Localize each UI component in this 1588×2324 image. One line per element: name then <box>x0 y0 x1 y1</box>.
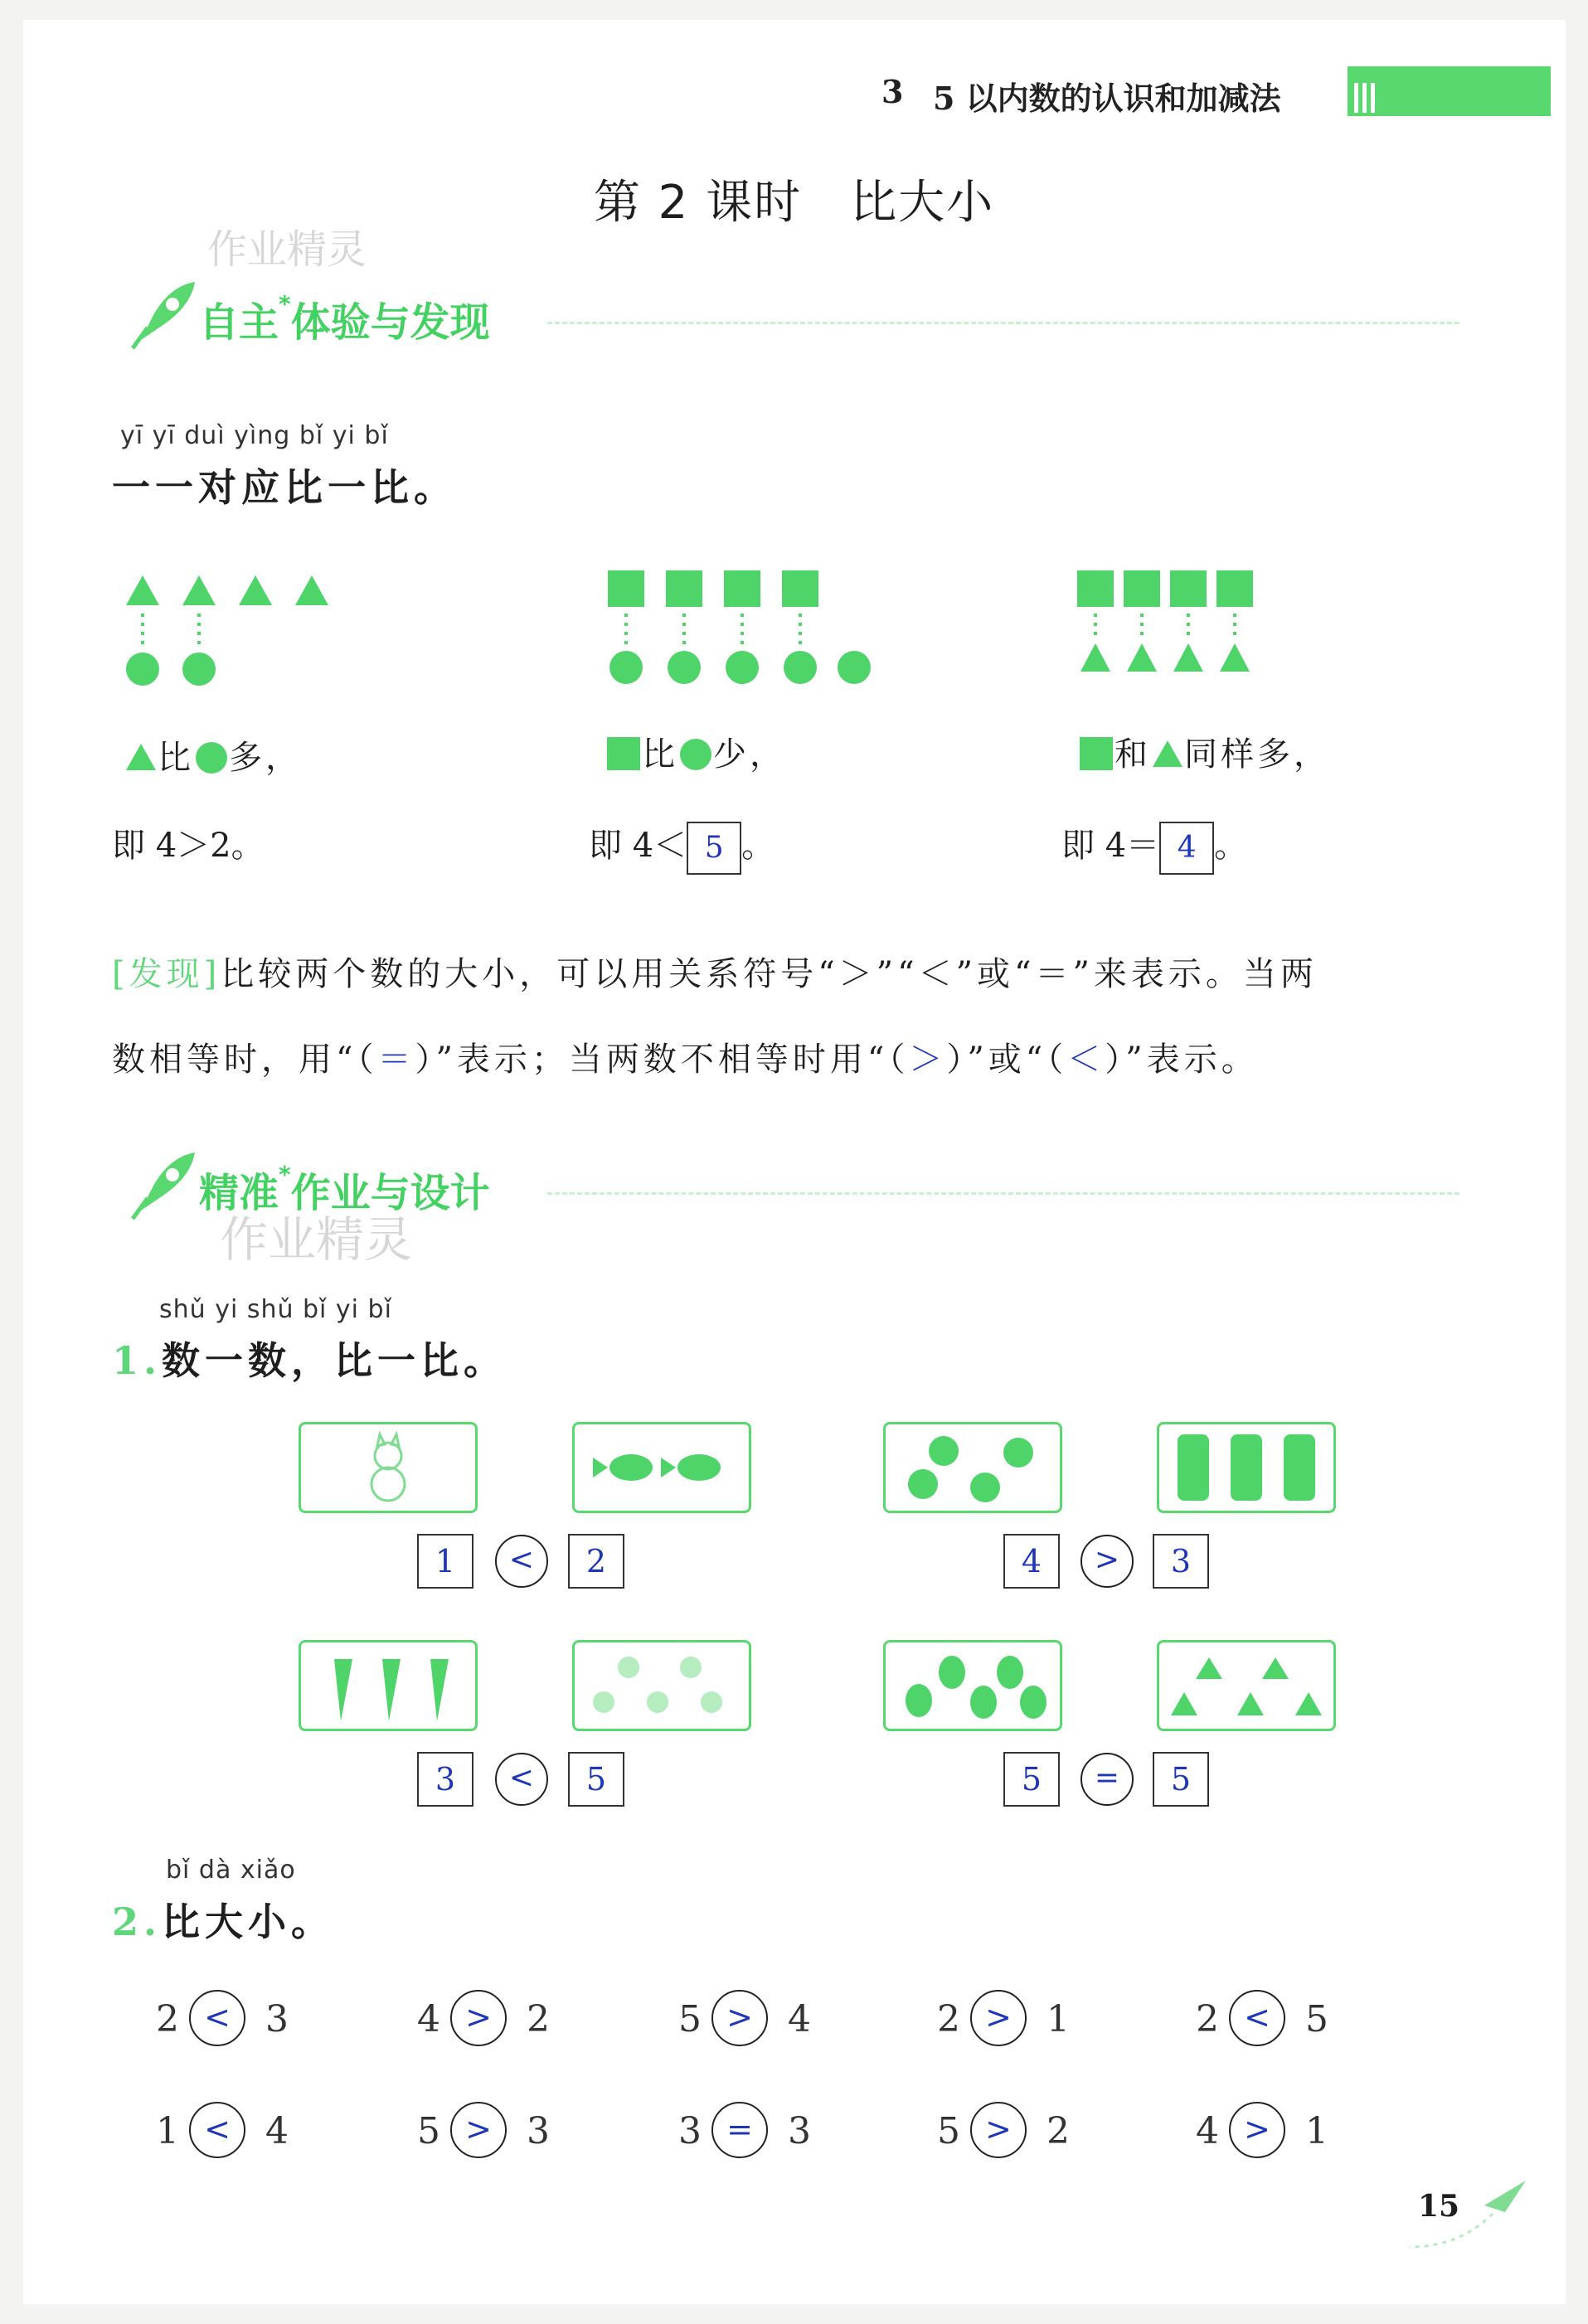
compare-item: 2 < 3 <box>156 1990 297 2048</box>
compare-item: 3 = 3 <box>678 2102 819 2160</box>
watermelon-icon <box>1159 1642 1333 1729</box>
compare-circle[interactable]: < <box>495 1535 548 1588</box>
compare-circle[interactable]: < <box>1229 1990 1285 2046</box>
compare-circle[interactable]: = <box>1081 1753 1134 1806</box>
carrot-icon <box>301 1642 475 1729</box>
triangle-shape <box>126 575 159 605</box>
picture-card-fish <box>572 1422 751 1513</box>
circle-shape <box>609 651 643 684</box>
compare-circle[interactable]: < <box>189 2102 245 2158</box>
square-shape <box>782 570 818 607</box>
compare-item: 1 < 4 <box>156 2102 297 2160</box>
compare-circle[interactable]: < <box>189 1990 245 2046</box>
triangle-shape <box>182 575 216 605</box>
section-heading-1: 自主*体验与发现 <box>199 290 490 347</box>
compare-circle[interactable]: > <box>450 1990 507 2046</box>
compare-circle[interactable]: > <box>970 1990 1027 2046</box>
squares-vs-circles <box>601 564 883 688</box>
compare-item: 5 > 2 <box>937 2102 1078 2160</box>
picture-card-carrots <box>299 1640 478 1731</box>
count-box[interactable]: 5 <box>1003 1752 1060 1807</box>
circle-shape <box>726 651 759 684</box>
picture-card-cans <box>1157 1422 1336 1513</box>
cat-icon <box>301 1424 475 1511</box>
compare-circle[interactable]: < <box>495 1753 548 1806</box>
compare-item: 4 > 1 <box>1196 2102 1337 2160</box>
paper-plane-icon <box>1410 2172 1534 2255</box>
fish-icon <box>575 1424 749 1511</box>
square-shape <box>608 570 644 607</box>
picture-card-cabbages <box>572 1640 751 1731</box>
lesson-title: 第 2 课时 比大小 <box>593 176 995 230</box>
square-shape <box>1216 570 1253 607</box>
q2-title: 2.比大小。 <box>112 1899 335 1944</box>
compare-circle[interactable]: > <box>1229 2102 1285 2158</box>
page-number: 15 <box>1418 2189 1460 2224</box>
section-heading-2: 精准*作业与设计 <box>199 1161 490 1218</box>
caption-1: 比 多， <box>124 731 302 779</box>
square-shape <box>1077 570 1114 607</box>
square-shape <box>1124 570 1160 607</box>
equation-2: 即 4＜ 5 。 <box>589 819 775 875</box>
compare-circle[interactable]: > <box>711 1990 768 2046</box>
compare-item: 2 < 5 <box>1196 1990 1337 2048</box>
answer-greater[interactable]: ＞ <box>909 1041 947 1079</box>
triangle-shape <box>1081 643 1110 672</box>
discovery-line-1: [发现]比较两个数的大小，可以用关系符号“＞”“＜”或“＝”来表示。当两 <box>112 955 1318 993</box>
triangles-vs-circles <box>116 572 348 696</box>
count-box[interactable]: 5 <box>1153 1752 1209 1807</box>
count-box[interactable]: 1 <box>417 1534 473 1589</box>
circle-shape <box>126 653 159 686</box>
picture-card-apples <box>883 1422 1062 1513</box>
circle-shape <box>784 651 817 684</box>
circle-shape <box>182 653 216 686</box>
triangle-shape <box>295 575 328 605</box>
q1-title: 1.数一数，比一比。 <box>112 1338 507 1383</box>
watermark: 作业精灵 <box>207 226 367 273</box>
compare-circle[interactable]: > <box>970 2102 1027 2158</box>
chapter-number: 3 <box>881 73 904 110</box>
square-shape <box>666 570 702 607</box>
triangle-shape <box>1220 643 1250 672</box>
picture-card-strawberries <box>883 1640 1062 1731</box>
discovery-tag: [发现] <box>112 955 221 993</box>
discovery-line-2: 数相等时，用“（＝）”表示；当两数不相等时用“（＞）”或“（＜）”表示。 <box>112 1041 1259 1079</box>
rocket-icon <box>124 1148 199 1223</box>
square-shape <box>1170 570 1207 607</box>
picture-card-cat <box>299 1422 478 1513</box>
squares-vs-triangles <box>1074 564 1281 688</box>
watermark: 作业精灵 <box>220 1211 413 1268</box>
compare-item: 2 > 1 <box>937 1990 1078 2048</box>
compare-item: 4 > 2 <box>417 1990 558 2048</box>
equation-1: 即 4＞2。 <box>112 827 265 865</box>
count-box[interactable]: 3 <box>1153 1534 1209 1589</box>
q2-pinyin: bǐ dà xiǎo <box>166 1856 296 1885</box>
compare-item: 5 > 4 <box>678 1990 819 2048</box>
circle-shape <box>668 651 701 684</box>
count-box[interactable]: 2 <box>568 1534 624 1589</box>
cabbage-icon <box>575 1642 749 1729</box>
apple-icon <box>886 1424 1060 1511</box>
intro-pinyin: yī yī duì yìng bǐ yi bǐ <box>120 421 389 450</box>
compare-item: 5 > 3 <box>417 2102 558 2160</box>
header-accent-bar <box>1348 66 1551 116</box>
q1-pinyin: shǔ yi shǔ bǐ yi bǐ <box>159 1295 392 1324</box>
answer-box[interactable]: 4 <box>1159 822 1214 875</box>
compare-circle[interactable]: = <box>711 2102 768 2158</box>
caption-3: 和 同样多， <box>1078 728 1330 775</box>
triangle-shape <box>1173 643 1203 672</box>
count-box[interactable]: 5 <box>568 1752 624 1807</box>
count-box[interactable]: 4 <box>1003 1534 1060 1589</box>
answer-less[interactable]: ＜ <box>1067 1041 1105 1079</box>
answer-equal[interactable]: ＝ <box>377 1041 415 1079</box>
rocket-icon <box>124 278 199 352</box>
strawberry-icon <box>886 1642 1060 1729</box>
caption-2: 比 少， <box>605 728 786 775</box>
picture-card-watermelons <box>1157 1640 1336 1731</box>
triangle-shape <box>239 575 272 605</box>
answer-box[interactable]: 5 <box>687 822 741 875</box>
circle-shape <box>838 651 871 684</box>
equation-3: 即 4＝ 4 。 <box>1061 819 1247 875</box>
compare-circle[interactable]: > <box>1081 1535 1134 1588</box>
can-icon <box>1159 1424 1333 1511</box>
square-shape <box>724 570 760 607</box>
chapter-title: 5 以内数的认识和加减法 <box>933 80 1281 117</box>
compare-circle[interactable]: > <box>450 2102 507 2158</box>
count-box[interactable]: 3 <box>417 1752 473 1807</box>
intro-question: 一一对应比一比。 <box>112 465 457 510</box>
triangle-shape <box>1127 643 1157 672</box>
